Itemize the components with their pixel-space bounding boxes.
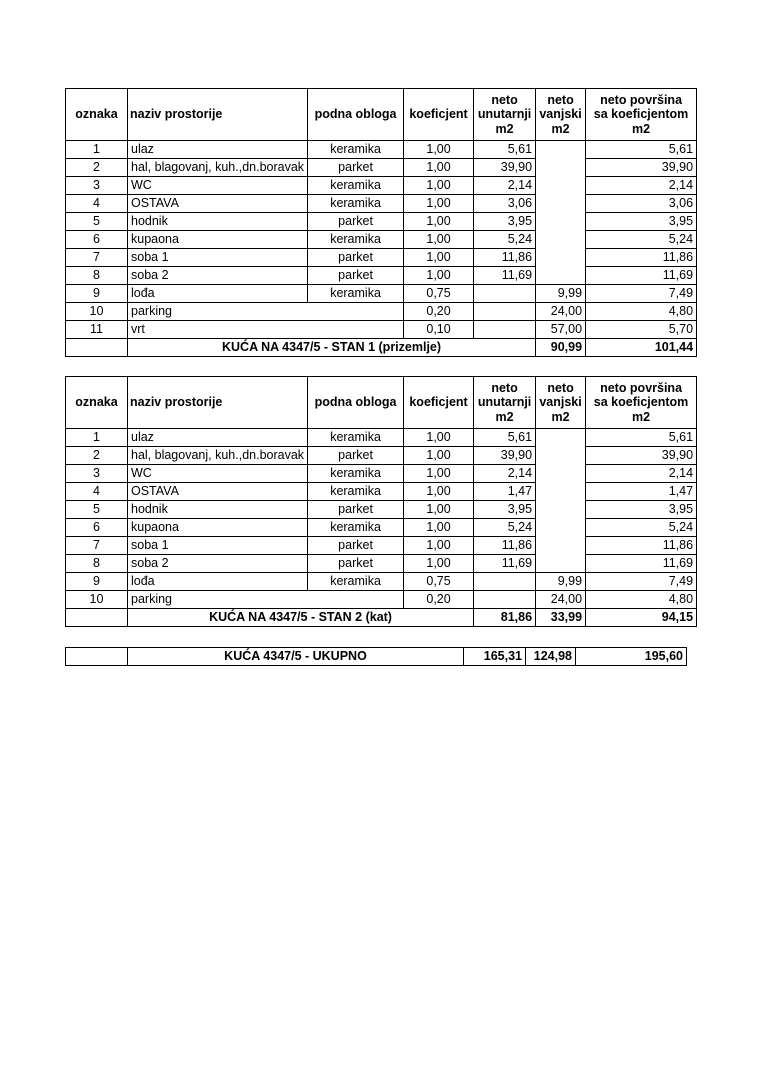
header-neto-unutarnji: neto unutarnji m2 bbox=[474, 89, 536, 141]
cell-povrsina: 11,86 bbox=[586, 537, 697, 555]
cell-unutarnji bbox=[474, 303, 536, 321]
cell-unutarnji: 1,47 bbox=[474, 483, 536, 501]
cell-naziv: parking bbox=[128, 591, 404, 609]
table-row bbox=[66, 447, 697, 465]
cell-vanjski: 24,00 bbox=[536, 303, 586, 321]
cell-koef: 1,00 bbox=[404, 267, 474, 285]
header-neto-vanjski: neto vanjski m2 bbox=[536, 89, 586, 141]
table-row bbox=[66, 573, 697, 591]
grand-total-label: KUĆA 4347/5 - UKUPNO bbox=[128, 648, 464, 666]
cell-koef: 0,20 bbox=[404, 303, 474, 321]
cell-koef: 1,00 bbox=[404, 429, 474, 447]
table-header-row bbox=[66, 89, 697, 141]
table-row bbox=[66, 519, 697, 537]
table-row bbox=[66, 483, 697, 501]
cell-naziv: soba 2 bbox=[128, 267, 308, 285]
cell-obloga: keramika bbox=[308, 483, 404, 501]
header-koeficjent: koeficjent bbox=[404, 89, 474, 141]
cell-obloga: parket bbox=[308, 159, 404, 177]
cell-obloga: keramika bbox=[308, 519, 404, 537]
cell-koef: 1,00 bbox=[404, 159, 474, 177]
table-row bbox=[66, 141, 697, 159]
total-label: KUĆA NA 4347/5 - STAN 2 (kat) bbox=[128, 609, 474, 627]
cell-naziv: WC bbox=[128, 177, 308, 195]
cell-povrsina: 3,06 bbox=[586, 195, 697, 213]
cell-unutarnji: 39,90 bbox=[474, 447, 536, 465]
cell-koef: 0,75 bbox=[404, 285, 474, 303]
cell-oznaka: 7 bbox=[66, 249, 128, 267]
total-vanjski: 33,99 bbox=[536, 609, 586, 627]
cell-vanjski-empty bbox=[536, 429, 586, 573]
cell-vanjski-empty bbox=[536, 141, 586, 285]
cell-naziv: kupaona bbox=[128, 231, 308, 249]
table-header-row bbox=[66, 377, 697, 429]
cell-oznaka: 2 bbox=[66, 159, 128, 177]
cell-unutarnji: 5,61 bbox=[474, 141, 536, 159]
total-vanjski: 90,99 bbox=[536, 339, 586, 357]
table-row bbox=[66, 213, 697, 231]
cell-naziv: soba 1 bbox=[128, 249, 308, 267]
header-neto-unutarnji: neto unutarnji m2 bbox=[474, 377, 536, 429]
cell-koef: 1,00 bbox=[404, 177, 474, 195]
cell-naziv: soba 2 bbox=[128, 555, 308, 573]
cell-povrsina: 3,95 bbox=[586, 501, 697, 519]
cell-obloga: parket bbox=[308, 501, 404, 519]
cell-oznaka: 4 bbox=[66, 483, 128, 501]
cell-unutarnji: 11,69 bbox=[474, 267, 536, 285]
cell-povrsina: 11,69 bbox=[586, 267, 697, 285]
cell-oznaka: 4 bbox=[66, 195, 128, 213]
cell-naziv: hal, blagovanj, kuh.,dn.boravak bbox=[128, 159, 308, 177]
header-neto-vanjski: neto vanjski m2 bbox=[536, 377, 586, 429]
cell-koef: 1,00 bbox=[404, 519, 474, 537]
cell-koef: 0,20 bbox=[404, 591, 474, 609]
cell-naziv: kupaona bbox=[128, 519, 308, 537]
cell-naziv: hal, blagovanj, kuh.,dn.boravak bbox=[128, 447, 308, 465]
cell-koef: 1,00 bbox=[404, 213, 474, 231]
cell-unutarnji: 11,86 bbox=[474, 537, 536, 555]
grand-total-vanjski: 124,98 bbox=[526, 648, 576, 666]
table-row bbox=[66, 591, 697, 609]
table-row bbox=[66, 555, 697, 573]
cell-oznaka: 5 bbox=[66, 501, 128, 519]
cell-naziv: lođa bbox=[128, 573, 308, 591]
cell-oznaka: 8 bbox=[66, 555, 128, 573]
cell-naziv: ulaz bbox=[128, 429, 308, 447]
cell-oznaka: 1 bbox=[66, 429, 128, 447]
header-neto-povrsina: neto površina sa koeficjentom m2 bbox=[586, 377, 697, 429]
cell-oznaka: 10 bbox=[66, 303, 128, 321]
cell-povrsina: 5,24 bbox=[586, 519, 697, 537]
cell-koef: 1,00 bbox=[404, 483, 474, 501]
cell-naziv: vrt bbox=[128, 321, 404, 339]
cell-unutarnji bbox=[474, 285, 536, 303]
cell-koef: 1,00 bbox=[404, 555, 474, 573]
cell-naziv: hodnik bbox=[128, 213, 308, 231]
cell-povrsina: 5,70 bbox=[586, 321, 697, 339]
cell-obloga: parket bbox=[308, 447, 404, 465]
cell-unutarnji: 2,14 bbox=[474, 177, 536, 195]
cell-obloga: keramika bbox=[308, 195, 404, 213]
cell-oznaka: 9 bbox=[66, 285, 128, 303]
cell-koef: 1,00 bbox=[404, 537, 474, 555]
grand-total-empty-cell bbox=[66, 648, 128, 666]
cell-unutarnji: 11,69 bbox=[474, 555, 536, 573]
table-row bbox=[66, 465, 697, 483]
cell-unutarnji bbox=[474, 321, 536, 339]
table-row bbox=[66, 267, 697, 285]
cell-naziv: soba 1 bbox=[128, 537, 308, 555]
header-naziv: naziv prostorije bbox=[128, 89, 308, 141]
total-unutarnji: 81,86 bbox=[474, 609, 536, 627]
cell-povrsina: 7,49 bbox=[586, 285, 697, 303]
cell-obloga: keramika bbox=[308, 231, 404, 249]
cell-povrsina: 39,90 bbox=[586, 159, 697, 177]
cell-povrsina: 39,90 bbox=[586, 447, 697, 465]
grand-total-povrsina: 195,60 bbox=[576, 648, 687, 666]
cell-unutarnji bbox=[474, 573, 536, 591]
cell-obloga: parket bbox=[308, 267, 404, 285]
cell-oznaka: 1 bbox=[66, 141, 128, 159]
cell-obloga: keramika bbox=[308, 177, 404, 195]
cell-koef: 1,00 bbox=[404, 447, 474, 465]
total-row bbox=[66, 339, 697, 357]
stan2-table bbox=[65, 376, 697, 627]
cell-oznaka: 11 bbox=[66, 321, 128, 339]
cell-naziv: OSTAVA bbox=[128, 483, 308, 501]
cell-povrsina: 4,80 bbox=[586, 303, 697, 321]
cell-oznaka: 3 bbox=[66, 177, 128, 195]
cell-koef: 1,00 bbox=[404, 195, 474, 213]
cell-povrsina: 5,61 bbox=[586, 141, 697, 159]
cell-unutarnji: 5,24 bbox=[474, 231, 536, 249]
table-row bbox=[66, 249, 697, 267]
table-row bbox=[66, 501, 697, 519]
cell-obloga: keramika bbox=[308, 465, 404, 483]
cell-vanjski: 9,99 bbox=[536, 285, 586, 303]
header-naziv: naziv prostorije bbox=[128, 377, 308, 429]
total-povrsina: 94,15 bbox=[586, 609, 697, 627]
cell-koef: 0,75 bbox=[404, 573, 474, 591]
header-podna-obloga: podna obloga bbox=[308, 89, 404, 141]
grand-total-unutarnji: 165,31 bbox=[464, 648, 526, 666]
total-empty-cell bbox=[66, 609, 128, 627]
grand-total-table bbox=[65, 647, 687, 666]
total-label: KUĆA NA 4347/5 - STAN 1 (prizemlje) bbox=[128, 339, 536, 357]
cell-unutarnji: 5,61 bbox=[474, 429, 536, 447]
cell-obloga: parket bbox=[308, 213, 404, 231]
cell-povrsina: 3,95 bbox=[586, 213, 697, 231]
cell-obloga: parket bbox=[308, 555, 404, 573]
header-neto-povrsina: neto površina sa koeficjentom m2 bbox=[586, 89, 697, 141]
cell-unutarnji: 3,95 bbox=[474, 213, 536, 231]
cell-povrsina: 11,69 bbox=[586, 555, 697, 573]
cell-unutarnji: 11,86 bbox=[474, 249, 536, 267]
table-row bbox=[66, 195, 697, 213]
table-row bbox=[66, 321, 697, 339]
cell-oznaka: 5 bbox=[66, 213, 128, 231]
cell-obloga: parket bbox=[308, 249, 404, 267]
stan1-table bbox=[65, 88, 697, 357]
cell-naziv: WC bbox=[128, 465, 308, 483]
cell-koef: 1,00 bbox=[404, 141, 474, 159]
cell-koef: 1,00 bbox=[404, 501, 474, 519]
table-row bbox=[66, 285, 697, 303]
table-row bbox=[66, 231, 697, 249]
cell-povrsina: 11,86 bbox=[586, 249, 697, 267]
cell-povrsina: 7,49 bbox=[586, 573, 697, 591]
cell-oznaka: 10 bbox=[66, 591, 128, 609]
cell-obloga: keramika bbox=[308, 285, 404, 303]
table-row bbox=[66, 537, 697, 555]
cell-vanjski: 57,00 bbox=[536, 321, 586, 339]
cell-naziv: lođa bbox=[128, 285, 308, 303]
cell-povrsina: 2,14 bbox=[586, 465, 697, 483]
cell-unutarnji: 2,14 bbox=[474, 465, 536, 483]
cell-oznaka: 6 bbox=[66, 231, 128, 249]
header-podna-obloga: podna obloga bbox=[308, 377, 404, 429]
total-row bbox=[66, 609, 697, 627]
cell-unutarnji: 5,24 bbox=[474, 519, 536, 537]
cell-obloga: keramika bbox=[308, 573, 404, 591]
cell-koef: 1,00 bbox=[404, 249, 474, 267]
cell-unutarnji: 3,06 bbox=[474, 195, 536, 213]
cell-koef: 0,10 bbox=[404, 321, 474, 339]
cell-povrsina: 5,24 bbox=[586, 231, 697, 249]
cell-naziv: hodnik bbox=[128, 501, 308, 519]
total-povrsina: 101,44 bbox=[586, 339, 697, 357]
header-oznaka: oznaka bbox=[66, 89, 128, 141]
cell-oznaka: 2 bbox=[66, 447, 128, 465]
cell-vanjski: 9,99 bbox=[536, 573, 586, 591]
cell-obloga: keramika bbox=[308, 429, 404, 447]
table-row bbox=[66, 429, 697, 447]
cell-oznaka: 7 bbox=[66, 537, 128, 555]
cell-povrsina: 4,80 bbox=[586, 591, 697, 609]
grand-total-row bbox=[66, 648, 687, 666]
cell-oznaka: 6 bbox=[66, 519, 128, 537]
cell-unutarnji bbox=[474, 591, 536, 609]
cell-povrsina: 5,61 bbox=[586, 429, 697, 447]
cell-oznaka: 8 bbox=[66, 267, 128, 285]
table-row bbox=[66, 159, 697, 177]
cell-povrsina: 1,47 bbox=[586, 483, 697, 501]
cell-naziv: parking bbox=[128, 303, 404, 321]
cell-vanjski: 24,00 bbox=[536, 591, 586, 609]
cell-koef: 1,00 bbox=[404, 465, 474, 483]
cell-naziv: ulaz bbox=[128, 141, 308, 159]
cell-obloga: keramika bbox=[308, 141, 404, 159]
header-oznaka: oznaka bbox=[66, 377, 128, 429]
cell-koef: 1,00 bbox=[404, 231, 474, 249]
cell-povrsina: 2,14 bbox=[586, 177, 697, 195]
table-row bbox=[66, 177, 697, 195]
total-empty-cell bbox=[66, 339, 128, 357]
cell-unutarnji: 39,90 bbox=[474, 159, 536, 177]
cell-unutarnji: 3,95 bbox=[474, 501, 536, 519]
cell-naziv: OSTAVA bbox=[128, 195, 308, 213]
cell-oznaka: 9 bbox=[66, 573, 128, 591]
table-row bbox=[66, 303, 697, 321]
header-koeficjent: koeficjent bbox=[404, 377, 474, 429]
cell-oznaka: 3 bbox=[66, 465, 128, 483]
cell-obloga: parket bbox=[308, 537, 404, 555]
